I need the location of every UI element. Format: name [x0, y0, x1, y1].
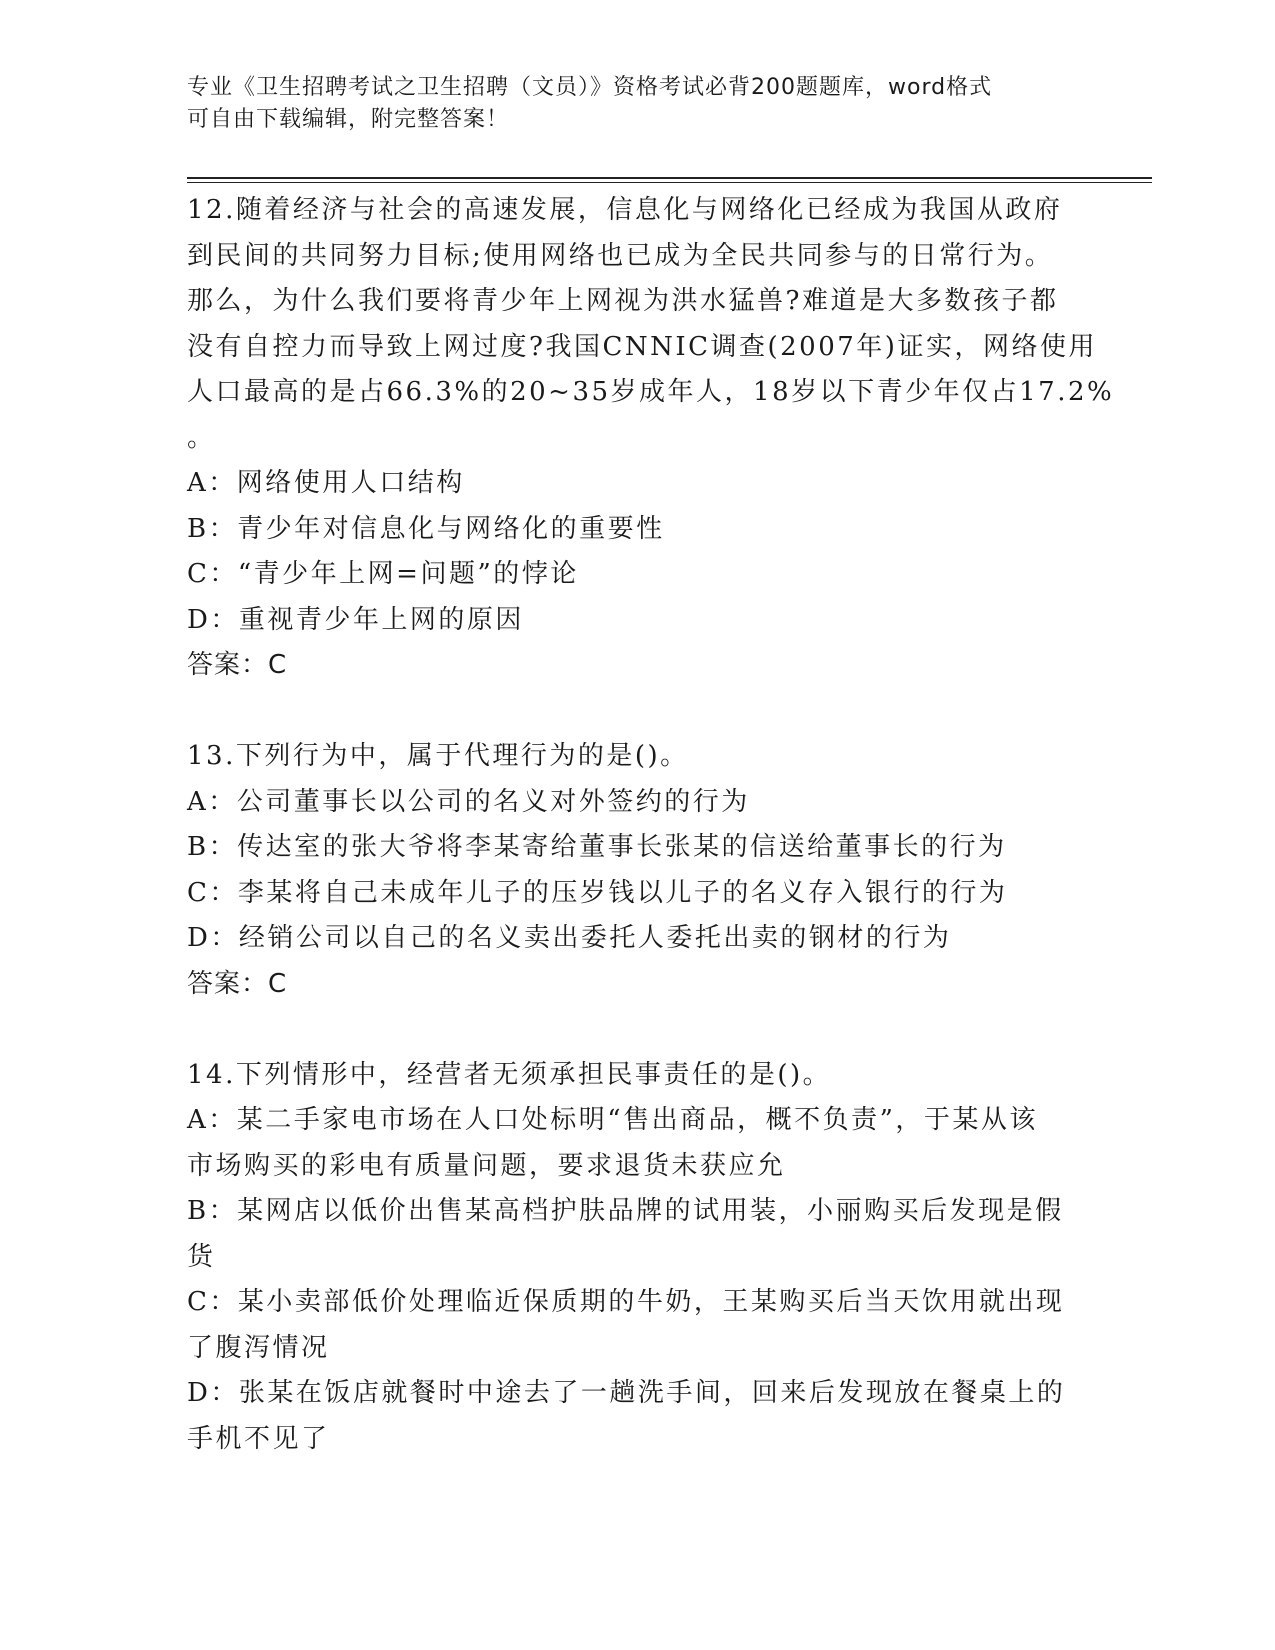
question-stem-line: 没有自控力而导致上网过度?我国CNNIC调查(2007年)证实，网络使用	[187, 331, 1097, 362]
question-stem-line: 12.随着经济与社会的高速发展，信息化与网络化已经成为我国从政府	[187, 195, 1063, 225]
option-c: C：李某将自己未成年儿子的压岁钱以儿子的名义存入银行的行为	[187, 877, 1008, 908]
option-d-continued: 手机不见了	[187, 1423, 330, 1454]
question-stem-line: 人口最高的是占66.3%的20~35岁成年人，18岁以下青少年仅占17.2%	[187, 377, 1115, 407]
answer-label: 答案：C	[187, 968, 288, 999]
question-12	[187, 188, 1115, 689]
question-spacer	[187, 689, 1087, 735]
question-stem-line: 。	[187, 422, 216, 453]
option-a-continued: 市场购买的彩电有质量问题，要求退货未获应允	[187, 1150, 786, 1181]
question-list	[187, 188, 1115, 1462]
option-b-continued: 货	[187, 1241, 216, 1272]
option-c: C：某小卖部低价处理临近保质期的牛奶，王某购买后当天饮用就出现	[187, 1287, 1065, 1317]
option-c-continued: 了腹泻情况	[187, 1332, 330, 1363]
option-a: A：公司董事长以公司的名义对外签约的行为	[187, 786, 750, 817]
option-a: A：网络使用人口结构	[187, 468, 465, 498]
header-rule-thick	[187, 177, 1152, 179]
question-13	[187, 734, 1087, 1007]
question-stem-line: 那么，为什么我们要将青少年上网视为洪水猛兽?难道是大多数孩子都	[187, 286, 1059, 316]
question-stem-line: 13.下列行为中，属于代理行为的是()。	[187, 741, 689, 771]
header-line-1: 专业《卫生招聘考试之卫生招聘（文员）》资格考试必背200题题库，word格式	[187, 75, 993, 100]
option-b: B：青少年对信息化与网络化的重要性	[187, 513, 665, 544]
option-d: D：重视青少年上网的原因	[187, 604, 524, 635]
question-stem-line: 14.下列情形中，经营者无须承担民事责任的是()。	[187, 1059, 832, 1090]
question-spacer	[187, 1007, 1087, 1053]
option-d: D：经销公司以自己的名义卖出委托人委托出卖的钢材的行为	[187, 923, 952, 953]
document-header	[187, 72, 1067, 136]
option-d: D：张某在饭店就餐时中途去了一趟洗手间，回来后发现放在餐桌上的	[187, 1378, 1066, 1408]
option-b: B：某网店以低价出售某高档护肤品牌的试用装，小丽购买后发现是假	[187, 1196, 1064, 1226]
header-line-2: 可自由下载编辑，附完整答案！	[187, 107, 510, 132]
option-b: B：传达室的张大爷将李某寄给董事长张某的信送给董事长的行为	[187, 832, 1007, 862]
question-stem-line: 到民间的共同努力目标;使用网络也已成为全民共同参与的日常行为。	[187, 240, 1054, 271]
option-a: A：某二手家电市场在人口处标明“售出商品，概不负责”，于某从该	[187, 1105, 1038, 1135]
option-c: C：“青少年上网=问题”的悖论	[187, 559, 579, 589]
header-rule-thin	[187, 182, 1152, 183]
question-14	[187, 1053, 1087, 1463]
answer-label: 答案：C	[187, 650, 288, 680]
